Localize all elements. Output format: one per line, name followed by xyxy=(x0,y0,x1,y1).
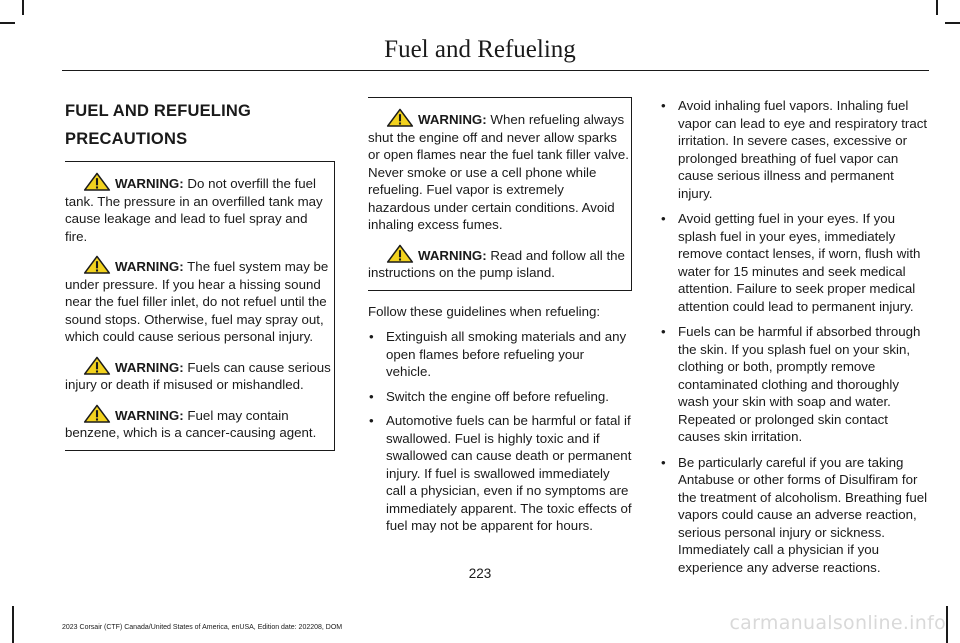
header-rule xyxy=(62,70,929,71)
warning-triangle-icon xyxy=(83,356,111,375)
warning-text: Fuel may contain benzene, which is a cancer-causing agent. xyxy=(65,407,317,440)
section-title-line1: FUEL AND REFUELING xyxy=(65,102,252,120)
warning-paragraph xyxy=(65,404,334,442)
warning-box xyxy=(65,161,335,451)
list-item-text: Avoid getting fuel in your eyes. If you splash fuel in your eyes, immediately remove contact lenses, if worn, flush with water for 15 minutes and seek medical attention. Failure to seek proper medical attention could lead to permanent injury. xyxy=(678,211,921,314)
watermark: carmanualsonline.info xyxy=(729,612,946,634)
page-header-title: Fuel and Refueling xyxy=(384,36,576,63)
list-item-text: Automotive fuels can be harmful or fatal if swallowed. Fuel is highly toxic and if swallowed can cause death or permanent injury. If fuel is swallowed immediately call a physician, even if no symptoms are immediately apparent. The toxic effects of fuel may not be apparent for hours. xyxy=(386,413,632,533)
bullet-marker: • xyxy=(661,211,666,226)
warning-label: WARNING: xyxy=(115,359,184,375)
guidelines-intro: Follow these guidelines when refueling: xyxy=(368,303,601,319)
bullet-marker: • xyxy=(369,329,374,344)
warning-label: WARNING: xyxy=(115,407,184,423)
list-item-text: Extinguish all smoking materials and any open flames before refueling your vehicle. xyxy=(386,329,627,379)
list-item xyxy=(660,454,928,577)
list-item-text: Be particularly careful if you are taking Antabuse or other forms of Disulfiram for the treatment of alcoholism. Breathing fuel vapors could cause an adverse reaction, serious personal injury or sickness. Immediately call a physician if you experience any adverse reactions. xyxy=(678,454,928,575)
warning-paragraph xyxy=(65,255,334,346)
column-middle xyxy=(368,97,632,542)
guidelines-list xyxy=(368,328,632,535)
warning-paragraph xyxy=(65,172,334,245)
list-item-text: Switch the engine off before refueling. xyxy=(386,388,609,404)
warning-text: When refueling always shut the engine off and never allow sparks or open flames near the fuel tank filler valve. Never smoke or use a cell phone while refueling. Fuel vapor is extremely hazardous under certain conditions. Avoid inhaling excess fumes. xyxy=(368,112,629,232)
crop-mark xyxy=(936,0,938,15)
list-item xyxy=(368,328,632,381)
section-title-line2: PRECAUTIONS xyxy=(65,130,188,148)
list-item-text: Fuels can be harmful if absorbed through the skin. If you splash fuel on your skin, clothing or both, promptly remove contaminated clothing and thoroughly wash your skin with soap and water. Repeated or prolonged skin contact causes skin irritation. xyxy=(678,324,921,444)
warning-box xyxy=(368,97,632,291)
list-item-text: Avoid inhaling fuel vapors. Inhaling fuel vapor can lead to eye and respiratory tract irritation. In severe cases, excessive or prolonged breathing of fuel vapor can cause serious illness and permanent injury. xyxy=(678,98,928,201)
warning-label: WARNING: xyxy=(418,112,487,127)
warning-triangle-icon xyxy=(83,255,111,274)
warning-triangle-icon xyxy=(83,404,111,423)
warning-triangle-icon xyxy=(386,244,414,263)
list-item xyxy=(660,323,928,446)
column-right xyxy=(660,97,928,584)
warning-paragraph xyxy=(65,356,334,394)
warning-triangle-icon xyxy=(386,108,414,127)
bullet-marker: • xyxy=(661,98,666,113)
warning-triangle-icon xyxy=(83,172,111,191)
warning-label: WARNING: xyxy=(115,259,184,274)
crop-mark xyxy=(946,606,948,643)
warning-label: WARNING: xyxy=(115,176,184,191)
warning-label: WARNING: xyxy=(418,247,487,263)
list-item xyxy=(660,97,928,202)
page-number: 223 xyxy=(468,566,492,581)
guidelines-list-continued xyxy=(660,97,928,576)
list-item xyxy=(368,388,632,406)
crop-mark xyxy=(0,22,15,24)
bullet-marker: • xyxy=(369,388,374,404)
bullet-marker: • xyxy=(661,324,666,339)
crop-mark xyxy=(12,606,14,643)
warning-paragraph xyxy=(368,108,631,234)
warning-text: Fuels can cause serious injury or death if misused or mishandled. xyxy=(65,359,331,392)
warning-text: Do not overfill the fuel tank. The pressure in an overfilled tank may cause leakage and lead to fuel spray and fire. xyxy=(65,176,323,244)
crop-mark xyxy=(22,0,24,15)
list-item xyxy=(368,412,632,535)
crop-mark xyxy=(945,22,960,24)
warning-paragraph xyxy=(368,244,631,282)
column-left xyxy=(65,97,335,451)
bullet-marker: • xyxy=(369,413,374,428)
list-item xyxy=(660,210,928,315)
bullet-marker: • xyxy=(661,454,666,470)
warning-text: Read and follow all the instructions on the pump island. xyxy=(368,247,625,280)
footer-edition-text: 2023 Corsair (CTF) Canada/United States of America, enUSA, Edition date: 202208, DOM xyxy=(62,624,343,631)
warning-text: The fuel system may be under pressure. If you hear a hissing sound near the fuel filler inlet, do not refuel until the sound stops. Otherwise, fuel may spray out, which could cause serious personal injury. xyxy=(65,259,329,344)
